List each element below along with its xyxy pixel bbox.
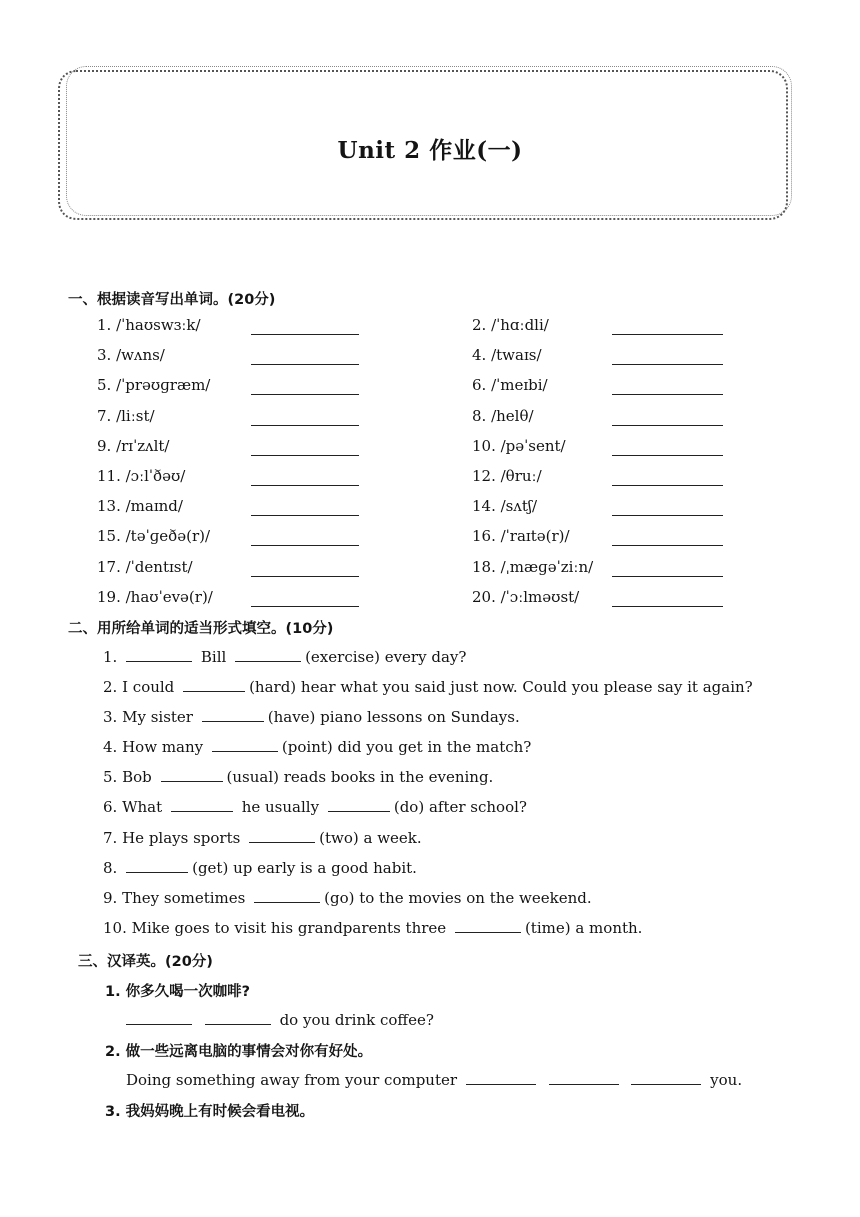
answer-blank[interactable] bbox=[466, 1070, 536, 1085]
phonetic-item: 19. /haʊˈevə(r)/ bbox=[97, 587, 213, 606]
phonetic-item: 15. /təˈɡeðə(r)/ bbox=[97, 527, 211, 546]
answer-blank[interactable] bbox=[328, 797, 390, 812]
answer-blank[interactable] bbox=[631, 1070, 701, 1085]
translate-answer-2: Doing something away from your computer you. bbox=[126, 1071, 743, 1089]
phonetic-item: 6. /ˈmeɪbi/ bbox=[472, 376, 548, 395]
answer-blank[interactable] bbox=[249, 828, 315, 843]
fill-item: 6. What he usually (do) after school? bbox=[103, 798, 527, 816]
section-2-heading: 二、用所给单词的适当形式填空。(10分) bbox=[68, 621, 334, 637]
answer-blank[interactable] bbox=[251, 485, 359, 486]
answer-blank[interactable] bbox=[126, 1010, 192, 1025]
page-title: Unit 2 作业(一) bbox=[337, 137, 523, 164]
fill-item: 5. Bob (usual) reads books in the evening. bbox=[103, 768, 494, 786]
fill-item: 1. Bill (exercise) every day? bbox=[103, 648, 467, 666]
phonetic-item: 8. /helθ/ bbox=[472, 406, 534, 425]
phonetic-item: 16. /ˈraɪtə(r)/ bbox=[472, 527, 570, 546]
answer-blank[interactable] bbox=[235, 647, 301, 662]
answer-blank[interactable] bbox=[251, 545, 359, 546]
answer-blank[interactable] bbox=[171, 797, 233, 812]
answer-blank[interactable] bbox=[212, 737, 278, 752]
phonetic-item: 4. /twaɪs/ bbox=[472, 346, 542, 365]
answer-blank[interactable] bbox=[251, 606, 359, 607]
phonetic-item: 13. /maɪnd/ bbox=[97, 497, 183, 516]
translate-question-2: 2. 做一些远离电脑的事情会对你有好处。 bbox=[105, 1044, 373, 1060]
answer-blank[interactable] bbox=[612, 455, 723, 456]
phonetic-item: 2. /ˈhɑːdli/ bbox=[472, 316, 549, 334]
phonetic-item: 14. /sʌtʃ/ bbox=[472, 497, 538, 516]
answer-blank[interactable] bbox=[126, 647, 192, 662]
phonetic-item: 12. /θruː/ bbox=[472, 467, 542, 485]
answer-blank[interactable] bbox=[251, 364, 359, 365]
phonetic-item: 18. /ˌmæɡəˈziːn/ bbox=[472, 557, 594, 576]
answer-blank[interactable] bbox=[161, 767, 223, 782]
answer-blank[interactable] bbox=[205, 1010, 271, 1025]
section-1-heading: 一、根据读音写出单词。(20分) bbox=[68, 292, 276, 308]
fill-item: 4. How many (point) did you get in the match? bbox=[103, 738, 532, 756]
fill-item: 9. They sometimes (go) to the movies on the weekend. bbox=[103, 889, 592, 907]
fill-item: 7. He plays sports (two) a week. bbox=[103, 829, 422, 847]
answer-blank[interactable] bbox=[612, 425, 723, 426]
section-3-heading: 三、汉译英。(20分) bbox=[78, 954, 213, 970]
answer-blank[interactable] bbox=[455, 918, 521, 933]
answer-blank[interactable] bbox=[251, 515, 359, 516]
fill-item: 2. I could (hard) hear what you said just now. Could you please say it again? bbox=[103, 678, 753, 696]
answer-blank[interactable] bbox=[612, 394, 723, 395]
answer-blank[interactable] bbox=[612, 576, 723, 577]
answer-blank[interactable] bbox=[612, 334, 723, 335]
phonetic-item: 9. /rɪˈzʌlt/ bbox=[97, 436, 170, 455]
translate-question-1: 1. 你多久喝一次咖啡? bbox=[105, 984, 251, 1000]
phonetic-item: 5. /ˈprəʊɡræm/ bbox=[97, 376, 211, 395]
answer-blank[interactable] bbox=[251, 425, 359, 426]
answer-blank[interactable] bbox=[202, 707, 264, 722]
answer-blank[interactable] bbox=[251, 455, 359, 456]
translate-question-3: 3. 我妈妈晚上有时候会看电视。 bbox=[105, 1104, 315, 1120]
answer-blank[interactable] bbox=[612, 364, 723, 365]
answer-blank[interactable] bbox=[612, 515, 723, 516]
translate-answer-1: do you drink coffee? bbox=[126, 1010, 434, 1029]
phonetic-item: 10. /pəˈsent/ bbox=[472, 436, 566, 455]
fill-item: 8. (get) up early is a good habit. bbox=[103, 859, 417, 877]
phonetic-item: 17. /ˈdentɪst/ bbox=[97, 557, 193, 576]
answer-blank[interactable] bbox=[612, 545, 723, 546]
phonetic-item: 7. /liːst/ bbox=[97, 406, 155, 425]
fill-item: 3. My sister (have) piano lessons on Sundays. bbox=[103, 708, 520, 726]
answer-blank[interactable] bbox=[549, 1070, 619, 1085]
fill-item: 10. Mike goes to visit his grandparents three (time) a month. bbox=[103, 919, 643, 937]
answer-blank[interactable] bbox=[254, 888, 320, 903]
phonetic-item: 1. /ˈhaʊswɜːk/ bbox=[97, 316, 201, 334]
answer-blank[interactable] bbox=[612, 606, 723, 607]
answer-blank[interactable] bbox=[183, 677, 245, 692]
phonetic-item: 20. /ˈɔːlməʊst/ bbox=[472, 587, 580, 606]
answer-blank[interactable] bbox=[251, 576, 359, 577]
answer-blank[interactable] bbox=[251, 394, 359, 395]
phonetic-item: 3. /wʌns/ bbox=[97, 346, 165, 365]
phonetic-item: 11. /ɔːlˈðəʊ/ bbox=[97, 467, 186, 485]
answer-blank[interactable] bbox=[126, 858, 188, 873]
answer-blank[interactable] bbox=[251, 334, 359, 335]
answer-blank[interactable] bbox=[612, 485, 723, 486]
